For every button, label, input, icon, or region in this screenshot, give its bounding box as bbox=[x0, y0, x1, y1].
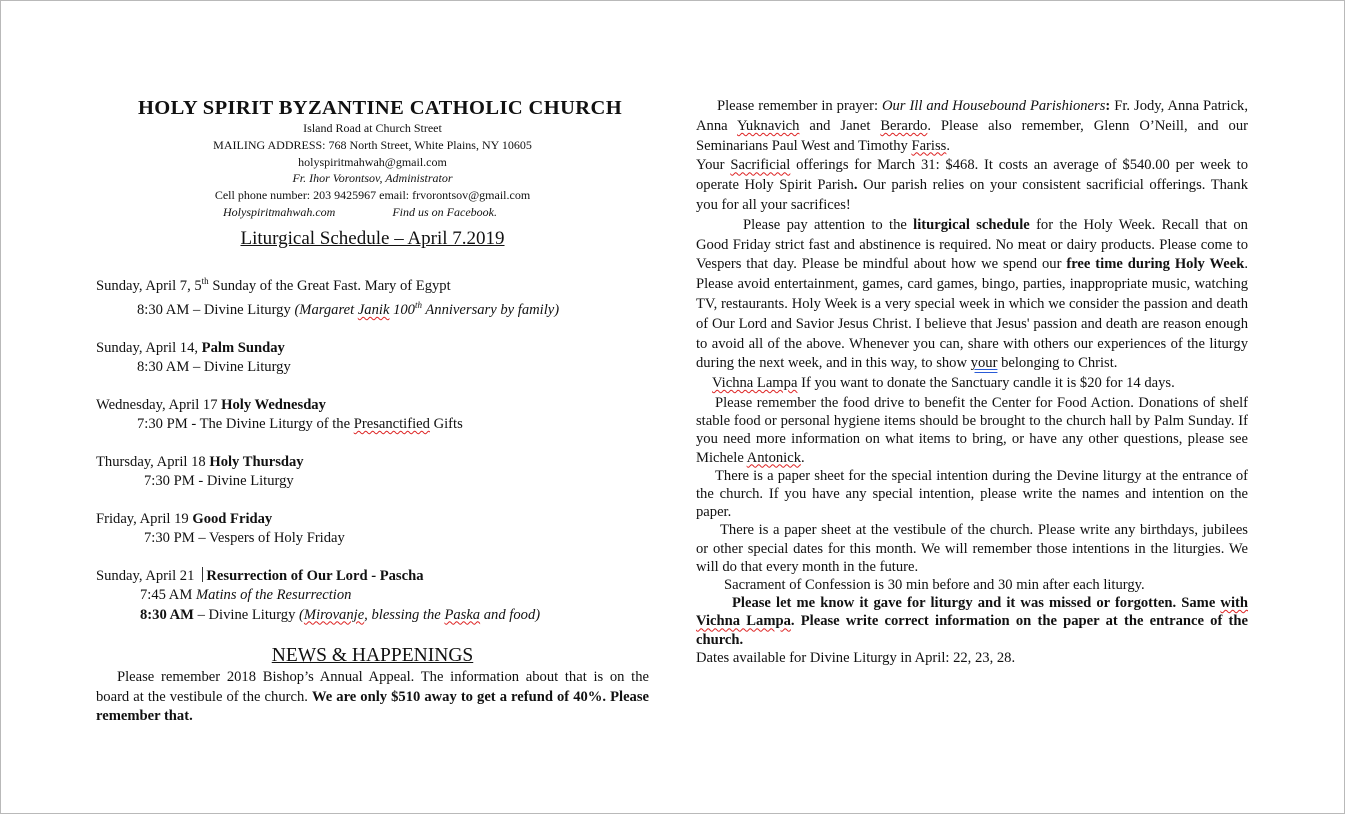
spellcheck-word: Antonick bbox=[746, 449, 801, 466]
service-note: ( bbox=[299, 606, 304, 623]
spellcheck-word: Berardo bbox=[880, 117, 928, 134]
service-note: 100 bbox=[389, 302, 415, 318]
intention-paragraph: There is a paper sheet for the special intention during the Devine liturgy at the entrance of the church. If you have any special intention, please write the names and intention on the paper. bbox=[696, 467, 1248, 521]
reminder-text: Please let me know it gave for liturgy and it was missed or forgotten. Same bbox=[732, 595, 1221, 612]
service-time: – Divine Liturgy bbox=[193, 606, 300, 623]
schedule-entry bbox=[96, 396, 649, 435]
lampa-text: If you want to donate the Sanctuary candle it is $20 for 14 days. bbox=[797, 375, 1175, 392]
reminder-paragraph bbox=[696, 594, 1248, 649]
entry-feast: Palm Sunday bbox=[201, 339, 285, 356]
spellcheck-word: Yuknavich bbox=[737, 117, 800, 134]
service-time: 8:30 AM – Divine Liturgy bbox=[137, 302, 295, 318]
holy-week-text: . Please avoid entertainment, games, card games, bingo, parties, inappropriate music, watching TV, restaurants. Holy Week is a very special week in which we consider the passion and death of Our Lord and Savior Jesus Christ. I believe that Jesus' passion and death are reason enough to avoid all of the above. Whenever you can, share with others our experiences of the liturgy during the next week, and in this way, to show bbox=[696, 256, 1248, 372]
holy-week-text: Please pay attention to the bbox=[743, 216, 914, 233]
spellcheck-word: Fariss bbox=[911, 137, 947, 154]
spellcheck-word: Mirovanje bbox=[303, 606, 365, 623]
appeal-text: Please remember 2018 Bishop’s Annual Appeal. The information about that is on the board at the vestibule of the church. bbox=[96, 669, 649, 705]
schedule-entry bbox=[96, 510, 649, 549]
entry-date: Sunday, April 14, bbox=[96, 339, 202, 356]
website-link[interactable]: Holyspiritmahwah.com bbox=[223, 204, 336, 219]
service-time: 7:30 PM – Vespers of Holy Friday bbox=[144, 530, 345, 546]
church-name: HOLY SPIRIT BYZANTINE CATHOLIC CHURCH bbox=[137, 97, 623, 119]
food-drive-paragraph bbox=[696, 394, 1248, 467]
entry-date: Wednesday, April 17 bbox=[96, 396, 222, 413]
schedule-entry bbox=[96, 453, 649, 492]
entry-date: Friday, April 19 bbox=[96, 510, 193, 527]
prayer-text: Please remember in prayer: bbox=[717, 98, 882, 114]
schedule-entry bbox=[96, 339, 649, 378]
schedule-entry bbox=[96, 272, 649, 321]
schedule-title: Liturgical Schedule – April 7.2019 bbox=[240, 227, 505, 249]
entry-date: Sunday, April 21 bbox=[96, 567, 195, 584]
church-location: Island Road at Church Street bbox=[303, 121, 442, 135]
facebook-note: Find us on Facebook. bbox=[392, 204, 497, 219]
spellcheck-word: Paska bbox=[444, 606, 481, 623]
cursor-bar bbox=[202, 567, 203, 582]
entry-date: Sunday, April 7, 5 bbox=[96, 277, 202, 294]
pastor-name: Fr. Ihor Vorontsov, Administrator bbox=[292, 171, 453, 186]
holy-week-text: for the Holy Week. Recall that on Good Friday strict fast and abstinence is required. No meat or dairy products. Please come to Vespers that day. Please be mindful about how we spend our bbox=[696, 216, 1248, 273]
schedule-entry bbox=[96, 567, 649, 626]
food-drive-text: . bbox=[801, 449, 805, 466]
holy-week-paragraph bbox=[696, 216, 1248, 374]
offering-text: Our parish relies on your consistent sacrificial offerings. Thank you for all your sacrifices! bbox=[696, 177, 1249, 213]
service-note: , blessing the bbox=[364, 606, 445, 623]
service-note: and food) bbox=[480, 606, 541, 623]
entry-feast: Good Friday bbox=[192, 510, 273, 527]
prayer-text: Fr. Jody, Anna Patrick, Anna bbox=[696, 98, 1248, 134]
ordinal-suffix: th bbox=[414, 300, 422, 311]
spellcheck-word: with Vichna Lampa bbox=[696, 595, 1248, 630]
spellcheck-word: your bbox=[970, 355, 998, 372]
news-appeal bbox=[96, 668, 649, 727]
contact-info: Cell phone number: 203 9425967 email: frvorontsov@gmail.com bbox=[214, 188, 531, 203]
prayer-heading: Our Ill and Housebound Parishioners bbox=[881, 98, 1106, 114]
spellcheck-word: Vichna Lampa bbox=[712, 375, 798, 392]
entry-feast: Holy Wednesday bbox=[221, 396, 326, 413]
service-note: Anniversary by family) bbox=[421, 302, 560, 318]
reminder-text: . Please write correct information on the paper at the entrance of the church. bbox=[696, 613, 1248, 648]
left-column bbox=[96, 96, 649, 727]
spellcheck-word: Presanctified bbox=[353, 416, 430, 432]
food-drive-text: Please remember the food drive to benefit the Center for Food Action. Donations of shelf stable food or personal hygiene items should be brought to the church hall by Palm Sunday. If you need more information on what items to bring, or have any other questions, please see Michele bbox=[696, 394, 1248, 466]
entry-feast: Resurrection of Our Lord - Pascha bbox=[206, 567, 424, 584]
service-note: Matins of the Resurrection bbox=[195, 587, 352, 603]
service-time: 8:30 AM bbox=[140, 606, 194, 623]
spellcheck-word: Janik bbox=[357, 302, 390, 318]
service-time: Gifts bbox=[429, 416, 463, 432]
service-time: 7:45 AM bbox=[140, 587, 196, 603]
holy-week-text: belonging to Christ. bbox=[997, 355, 1118, 372]
offering-text: offerings for March 31: $468. It costs an average of $540.00 per week to operate Holy Spirit Parish bbox=[696, 157, 1248, 194]
confession-paragraph: Sacrament of Confession is 30 min before and 30 min after each liturgy. bbox=[724, 576, 1145, 593]
birthdays-paragraph: There is a paper sheet at the vestibule of the church. Please write any birthdays, jubilees or other special dates for this month. We will remember those intentions in the liturgies. We will do that every month in the future. bbox=[696, 522, 1248, 575]
spellcheck-word: Sacrificial bbox=[730, 157, 791, 174]
prayer-paragraph bbox=[696, 97, 1248, 156]
service-time: 7:30 PM - Divine Liturgy bbox=[144, 473, 294, 489]
lampa-paragraph bbox=[696, 374, 1248, 394]
dates-paragraph: Dates available for Divine Liturgy in April: 22, 23, 28. bbox=[696, 649, 1016, 666]
parish-email: holyspiritmahwah@gmail.com bbox=[298, 154, 447, 169]
news-title: NEWS & HAPPENINGS bbox=[271, 645, 474, 666]
mailing-address: MAILING ADDRESS: 768 North Street, White Plains, NY 10605 bbox=[213, 137, 532, 152]
holy-week-emphasis: liturgical schedule bbox=[913, 216, 1030, 233]
prayer-colon: : bbox=[1105, 98, 1111, 114]
service-time: 8:30 AM – Divine Liturgy bbox=[137, 359, 291, 375]
entry-date: Thursday, April 18 bbox=[96, 453, 210, 470]
ordinal-suffix: th bbox=[201, 275, 209, 286]
service-time: 7:30 PM - The Divine Liturgy of the bbox=[137, 416, 354, 432]
right-column bbox=[696, 97, 1248, 667]
offering-period: . bbox=[853, 177, 858, 194]
offerings-paragraph bbox=[696, 156, 1248, 215]
service-note: (Margaret bbox=[294, 302, 358, 318]
appeal-emphasis: We are only $510 away to get a refund of 40%. Please remember that. bbox=[96, 688, 649, 724]
prayer-text: and Janet bbox=[799, 117, 881, 134]
offering-text: Your bbox=[696, 157, 731, 174]
entry-feast: Sunday of the Great Fast. Mary of Egypt bbox=[208, 277, 451, 294]
web-row bbox=[96, 204, 649, 221]
prayer-text: . Please also remember, Glenn O’Neill, and our Seminarians Paul West and Timothy bbox=[696, 117, 1248, 154]
holy-week-emphasis: free time during Holy Week bbox=[1066, 256, 1245, 273]
entry-feast: Holy Thursday bbox=[209, 453, 304, 470]
prayer-text: . bbox=[946, 137, 950, 154]
